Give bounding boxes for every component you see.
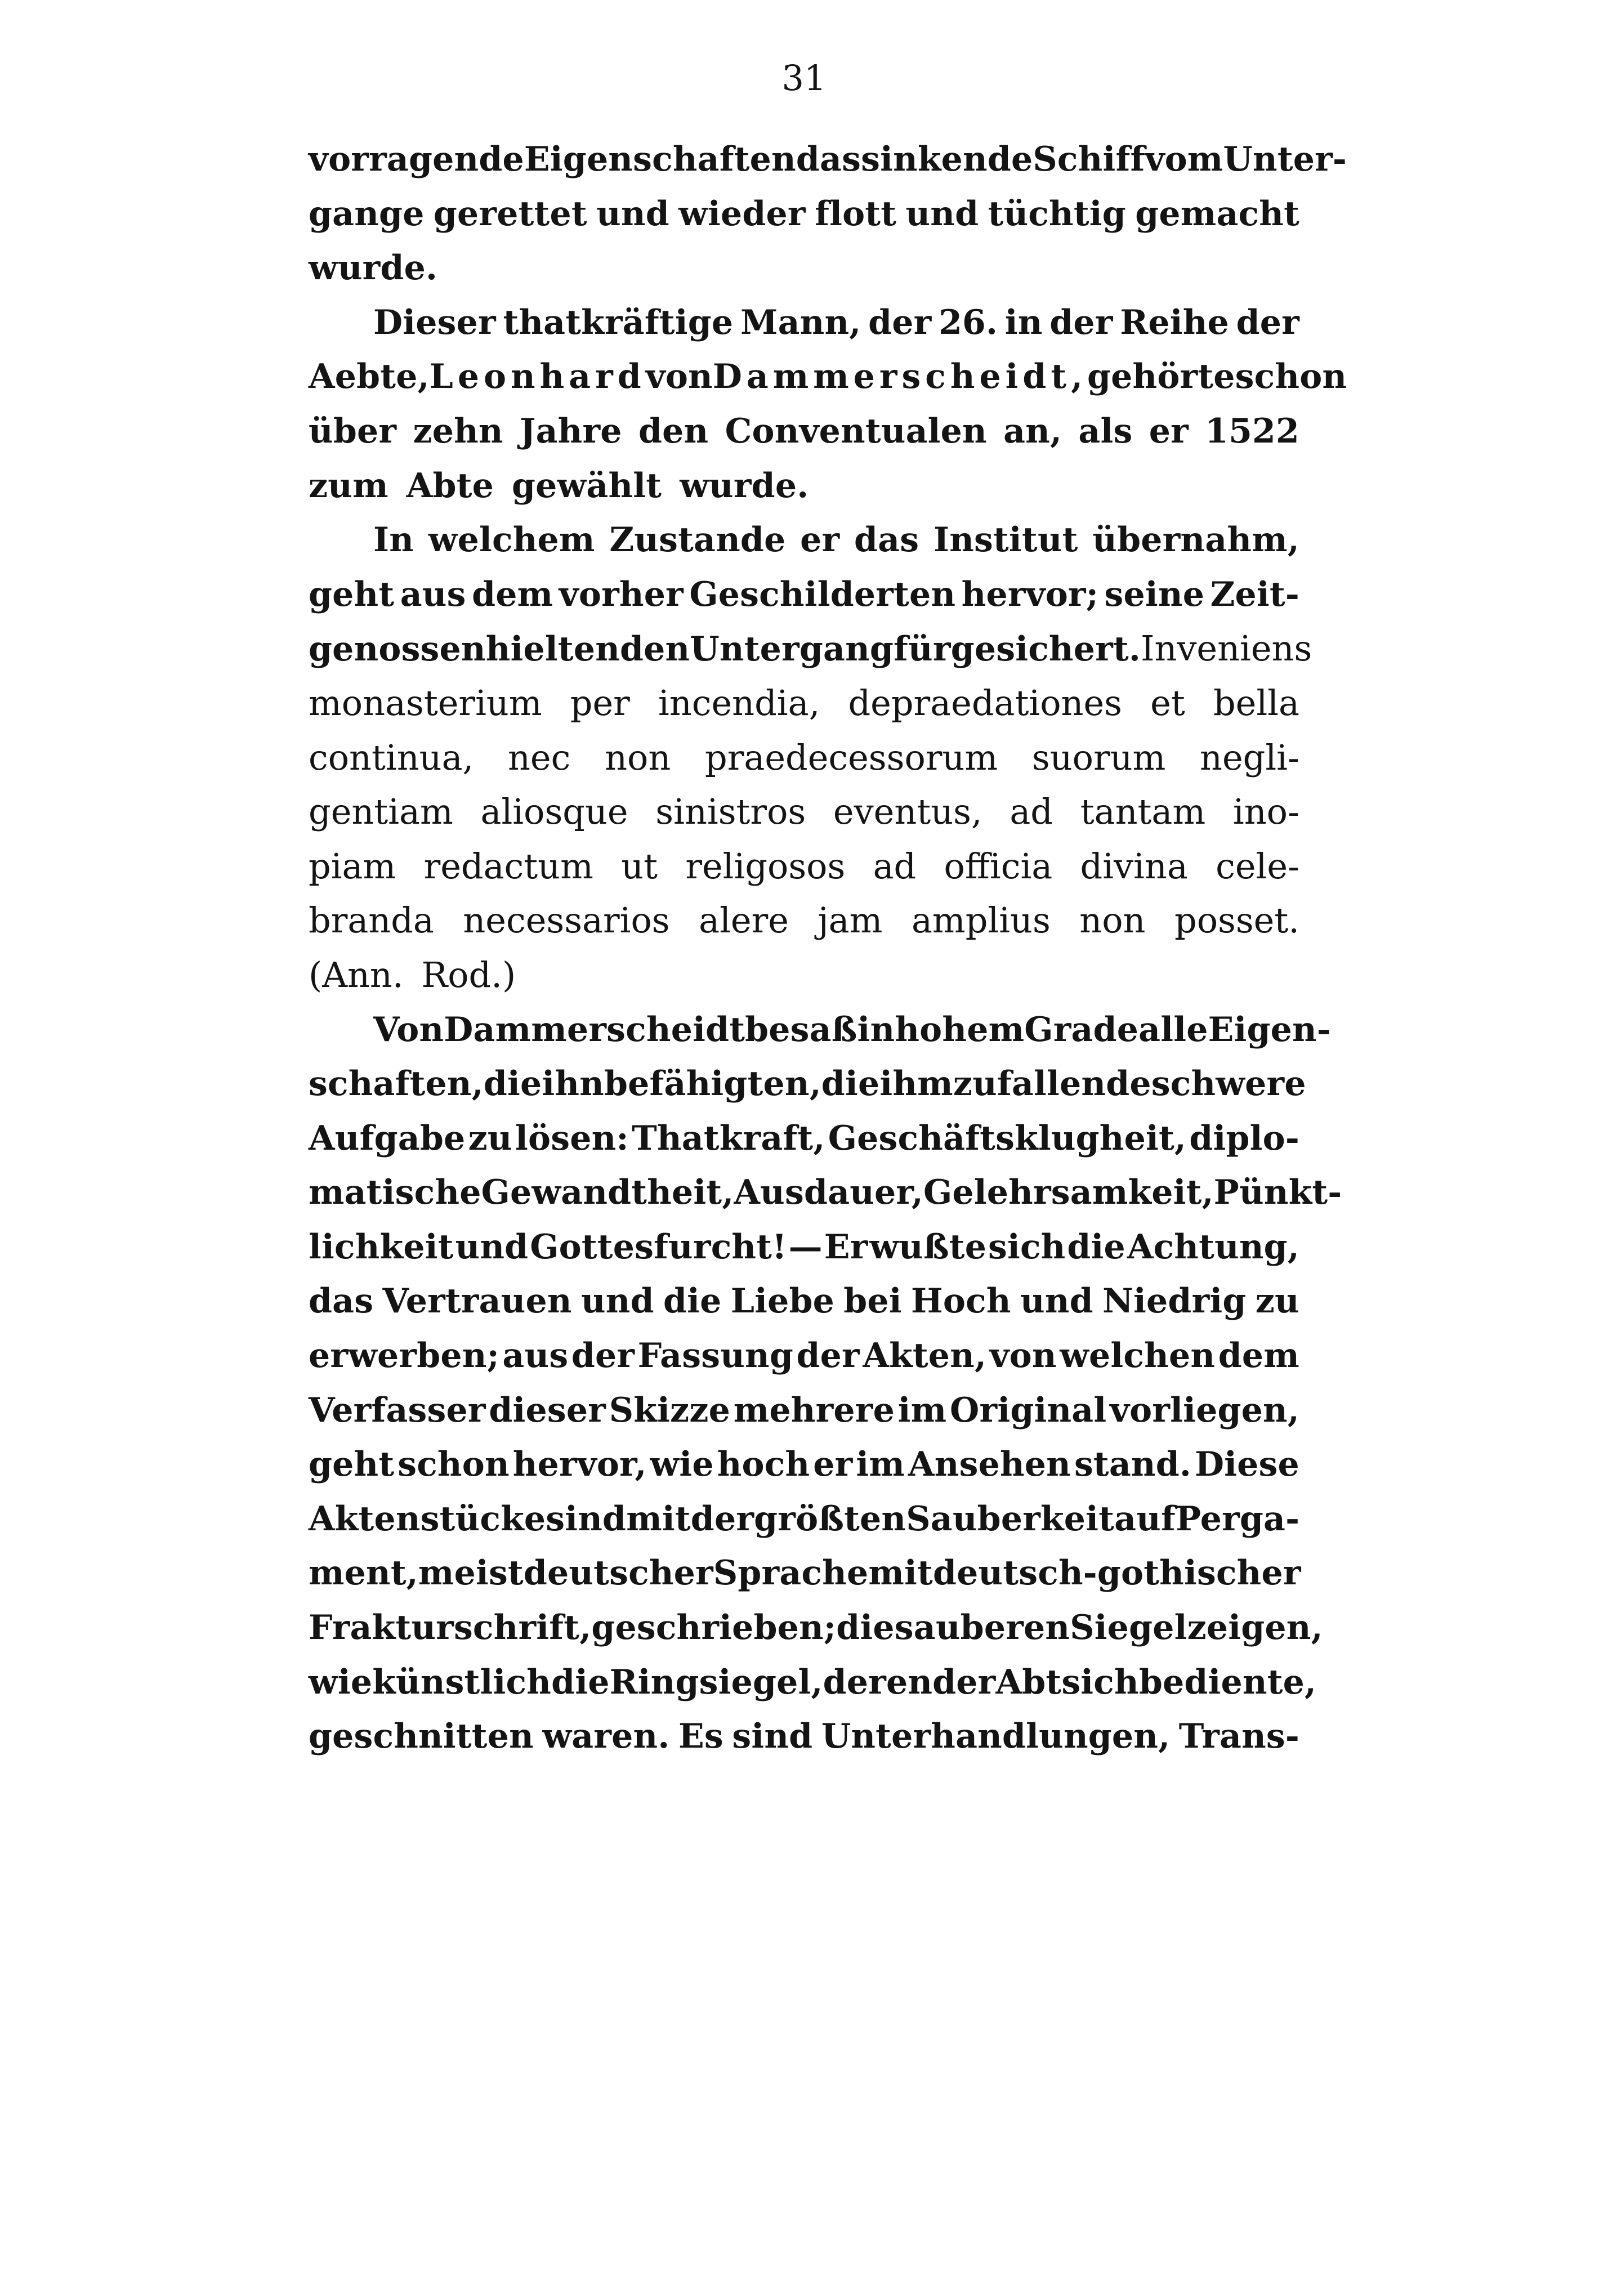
word: die — [836, 1608, 895, 1648]
word: die — [821, 1064, 880, 1104]
word: jam — [818, 900, 883, 941]
text-line — [309, 676, 1299, 731]
word: geschnitten — [309, 1717, 534, 1757]
word: alere — [699, 900, 789, 941]
word: Original — [950, 1390, 1107, 1430]
word: wurde. — [309, 248, 438, 288]
word: Aebte, — [309, 357, 430, 397]
word: wußte — [869, 1227, 987, 1267]
word: in — [857, 1009, 895, 1049]
word: geht — [309, 1445, 395, 1485]
word: schaften, — [309, 1064, 484, 1104]
word: Eigenschaften — [524, 140, 796, 179]
word: Unter- — [1223, 140, 1347, 179]
word: et — [1150, 682, 1185, 723]
word: Abt — [995, 1662, 1062, 1702]
word: er — [813, 1445, 853, 1485]
word: eventus, — [833, 791, 982, 833]
word: zeigen, — [1187, 1608, 1323, 1648]
word: mit — [626, 1499, 691, 1539]
word: waren. — [542, 1717, 670, 1757]
text-line — [309, 187, 1299, 242]
word: er — [1149, 411, 1189, 451]
word: ad — [873, 845, 917, 887]
word: Hoch — [911, 1281, 1011, 1321]
word: Ausdauer, — [734, 1173, 923, 1213]
text-line — [309, 1111, 1299, 1166]
text-line — [309, 785, 1299, 839]
word: negli- — [1200, 736, 1299, 778]
word: die — [1067, 1227, 1125, 1267]
word: welchem — [428, 520, 595, 560]
word: in — [1004, 302, 1043, 342]
text-line — [309, 568, 1299, 622]
word: Aktenstücke — [309, 1499, 546, 1539]
word: und — [455, 1227, 529, 1267]
word: Verfasser — [309, 1390, 486, 1430]
word: 1522 — [1205, 411, 1299, 451]
word: hielten — [485, 629, 620, 669]
word: er — [800, 520, 840, 560]
word: incendia, — [658, 682, 820, 723]
text-line — [309, 839, 1299, 894]
word: religosos — [685, 845, 846, 887]
word: Inveniens — [1140, 628, 1312, 669]
text-line — [309, 1709, 1299, 1764]
word: das — [309, 1281, 374, 1321]
text-line — [309, 1655, 1317, 1710]
word: per — [570, 682, 630, 723]
word: — — [788, 1227, 823, 1267]
word: Conventualen — [725, 411, 987, 451]
word: (Ann. — [309, 954, 404, 995]
word: ino- — [1232, 791, 1299, 833]
word: Sprache — [713, 1553, 869, 1593]
word: hervor, — [512, 1445, 647, 1485]
word: ad — [1010, 791, 1053, 833]
word: Rod.) — [421, 954, 516, 995]
word: monasterium — [309, 682, 542, 723]
word: Jahre — [520, 411, 622, 451]
word: der — [1049, 302, 1113, 342]
text-line — [309, 1057, 1306, 1111]
word: zum — [309, 466, 388, 506]
word: übernahm, — [1092, 520, 1299, 560]
word: die — [551, 1662, 610, 1702]
word: Liebe — [730, 1281, 835, 1321]
text-line — [309, 1492, 1299, 1547]
word: matische — [309, 1173, 481, 1213]
word: Pünkt- — [1213, 1173, 1342, 1213]
word: Frakturschrift, — [309, 1608, 592, 1648]
text-line — [309, 1546, 1299, 1601]
word: die — [483, 1064, 542, 1104]
text-line — [309, 1274, 1299, 1329]
word: gesichert. — [950, 629, 1141, 669]
word: Vertrauen — [382, 1281, 572, 1321]
word: aliosque — [480, 791, 628, 833]
word: die — [663, 1281, 722, 1321]
word: thatkräftige — [503, 302, 734, 342]
word: gange — [309, 194, 425, 234]
word: wie — [650, 1445, 714, 1485]
word: den — [638, 411, 709, 451]
body-text — [309, 132, 1347, 1764]
word: Gottesfurcht! — [530, 1227, 787, 1267]
word: von — [645, 357, 713, 397]
word: lösen: — [515, 1118, 629, 1158]
page-number: 31 — [781, 57, 827, 99]
word: der — [868, 302, 932, 342]
word: ment, — [309, 1553, 418, 1593]
word: Achtung, — [1127, 1227, 1299, 1267]
word: schon — [397, 1445, 510, 1485]
word: cele- — [1216, 845, 1299, 887]
word: sind — [546, 1499, 627, 1539]
text-line — [309, 241, 1299, 296]
text-line — [309, 350, 1347, 404]
word: aus — [400, 574, 466, 614]
word: den — [620, 629, 690, 669]
word: seine — [1104, 574, 1205, 614]
text-line — [309, 1220, 1299, 1275]
word: Abte — [406, 466, 494, 506]
word: vom — [1145, 140, 1223, 179]
word: Ansehen — [908, 1445, 1071, 1485]
word: meist — [418, 1553, 524, 1593]
word: suorum — [1031, 736, 1166, 778]
text-line — [309, 1437, 1299, 1492]
text-line — [309, 132, 1347, 187]
word: genossen — [309, 629, 486, 669]
word: für — [894, 629, 951, 669]
word: Leonhard — [429, 357, 646, 397]
word: welchen — [1060, 1336, 1216, 1376]
word: Dammerscheidt — [444, 1009, 745, 1049]
word: ut — [621, 845, 658, 887]
word: schwere — [1151, 1064, 1306, 1104]
text-line — [309, 731, 1299, 785]
word: Fassung — [637, 1336, 794, 1376]
word: non — [1079, 900, 1146, 941]
word: als — [1078, 411, 1133, 451]
word: Er — [824, 1227, 868, 1267]
word: der — [571, 1336, 635, 1376]
text-line — [309, 513, 1299, 568]
word: größten — [754, 1499, 906, 1539]
word: Von — [373, 1009, 444, 1049]
word: hervor; — [961, 574, 1099, 614]
word: sauberen — [894, 1608, 1070, 1648]
word: redactum — [423, 845, 593, 887]
word: Trans- — [1178, 1717, 1299, 1757]
word: piam — [309, 845, 396, 887]
word: tantam — [1080, 791, 1206, 833]
word: necessarios — [463, 900, 670, 941]
word: Zeit- — [1210, 574, 1299, 614]
word: gewählt — [512, 466, 662, 506]
word: dem — [1218, 1336, 1299, 1376]
word: Ringsiegel, — [609, 1662, 823, 1702]
word: ihm — [879, 1064, 953, 1104]
word: gehörte — [1087, 357, 1235, 397]
word: der — [932, 1662, 996, 1702]
word: Eigen- — [1208, 1009, 1331, 1049]
word: dieser — [489, 1390, 606, 1430]
word: geht — [309, 574, 395, 614]
word: sich — [1061, 1662, 1139, 1702]
word: Zustande — [609, 520, 786, 560]
word: posset. — [1174, 900, 1299, 941]
word: auf — [1114, 1499, 1176, 1539]
word: Mann, — [740, 302, 861, 342]
word: Gelehrsamkeit, — [923, 1173, 1214, 1213]
word: lichkeit — [309, 1227, 454, 1267]
text-line — [309, 622, 1312, 676]
text-line — [309, 459, 1299, 513]
word: deutsch-gothischer — [932, 1553, 1301, 1593]
word: künstlich — [372, 1662, 552, 1702]
word: im — [856, 1445, 905, 1485]
word: an, — [1003, 411, 1062, 451]
word: wurde. — [680, 466, 809, 506]
text-line — [309, 1329, 1299, 1383]
word: Skizze — [609, 1390, 730, 1430]
text-line — [309, 1003, 1331, 1057]
word: branda — [309, 900, 434, 941]
word: Unterhandlungen, — [821, 1717, 1171, 1757]
word: gerettet — [433, 194, 587, 234]
word: Schiff — [1033, 140, 1145, 179]
word: geschrieben; — [591, 1608, 837, 1648]
word: sind — [732, 1717, 813, 1757]
word: Reihe — [1120, 302, 1229, 342]
word: ihn — [542, 1064, 604, 1104]
text-line — [309, 296, 1299, 350]
word: Aufgabe — [309, 1118, 466, 1158]
word: von — [989, 1336, 1057, 1376]
word: officia — [944, 845, 1053, 887]
word: und — [596, 194, 669, 234]
word: der — [690, 1499, 754, 1539]
word: bediente, — [1138, 1662, 1317, 1702]
word: sich — [988, 1227, 1066, 1267]
word: das — [854, 520, 919, 560]
word: nec — [508, 736, 571, 778]
word: und — [905, 194, 979, 234]
word: Diese — [1194, 1445, 1299, 1485]
word: Grade — [1024, 1009, 1139, 1049]
word: zu — [1255, 1281, 1299, 1321]
word: zufallende — [953, 1064, 1151, 1104]
word: sinistros — [655, 791, 806, 833]
text-line — [309, 948, 1299, 1003]
word: Siegel — [1070, 1608, 1187, 1648]
word: wie — [309, 1662, 373, 1702]
word: dem — [472, 574, 553, 614]
word: zu — [468, 1118, 512, 1158]
word: Gewandtheit, — [481, 1173, 734, 1213]
text-line — [309, 1383, 1299, 1438]
word: Akten, — [863, 1336, 987, 1376]
word: zehn — [413, 411, 503, 451]
word: vorragende — [309, 140, 524, 179]
word: vorliegen, — [1110, 1390, 1299, 1430]
word: Geschilderten — [689, 574, 956, 614]
text-line — [309, 1165, 1342, 1220]
word: praedecessorum — [705, 736, 998, 778]
word: Untergang — [690, 629, 894, 669]
word: gentiam — [309, 791, 453, 833]
text-line — [309, 894, 1299, 948]
word: stand. — [1074, 1445, 1191, 1485]
word: Institut — [933, 520, 1078, 560]
word: divina — [1080, 845, 1188, 887]
word: und — [580, 1281, 654, 1321]
word: amplius — [911, 900, 1051, 941]
word: der — [796, 1336, 860, 1376]
word: hohem — [895, 1009, 1025, 1049]
word: 26. — [939, 302, 998, 342]
word: sinkende — [861, 140, 1033, 179]
word: befähigten, — [604, 1064, 821, 1104]
word: deutscher — [523, 1553, 713, 1593]
word: mehrere — [733, 1390, 895, 1430]
word: tüchtig — [988, 194, 1126, 234]
word: alle — [1138, 1009, 1208, 1049]
word: non — [605, 736, 671, 778]
word: In — [373, 520, 414, 560]
word: Niedrig — [1102, 1281, 1247, 1321]
word: Dammerscheidt, — [712, 357, 1087, 397]
text-line — [309, 404, 1299, 459]
word: Geschäftsklugheit, — [828, 1118, 1187, 1158]
word: im — [897, 1390, 947, 1430]
word: deren — [823, 1662, 933, 1702]
word: erwerben; — [309, 1336, 499, 1376]
word: Es — [678, 1717, 723, 1757]
word: der — [1236, 302, 1299, 342]
word: aus — [502, 1336, 569, 1376]
word: gemacht — [1135, 194, 1299, 234]
word: diplo- — [1189, 1118, 1299, 1158]
word: und — [1020, 1281, 1093, 1321]
word: vorher — [559, 574, 684, 614]
word: hoch — [717, 1445, 810, 1485]
word: Perga- — [1175, 1499, 1300, 1539]
word: bella — [1213, 682, 1299, 723]
word: bei — [843, 1281, 902, 1321]
word: continua, — [309, 736, 474, 778]
word: schon — [1235, 357, 1347, 397]
word: das — [796, 140, 861, 179]
text-line — [309, 1601, 1323, 1655]
word: Sauberkeit — [906, 1499, 1115, 1539]
word: flott — [815, 194, 897, 234]
word: über — [309, 411, 397, 451]
word: mit — [868, 1553, 933, 1593]
word: wieder — [678, 194, 806, 234]
word: Dieser — [373, 302, 496, 342]
word: depraedationes — [848, 682, 1122, 723]
word: Thatkraft, — [632, 1118, 825, 1158]
word: besaß — [745, 1009, 857, 1049]
